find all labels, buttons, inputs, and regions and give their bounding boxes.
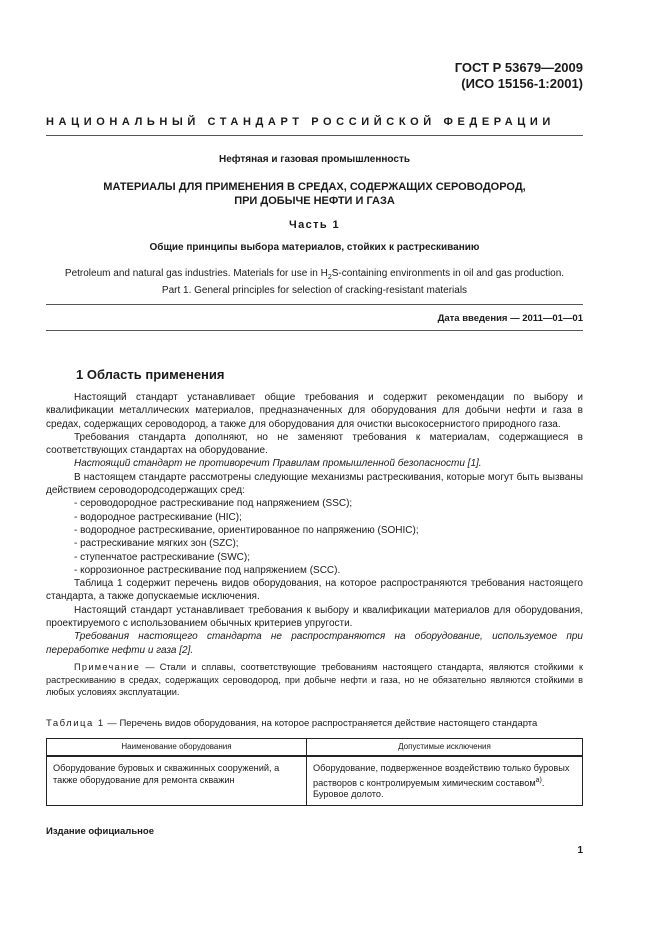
paragraph: Настоящий стандарт устанавливает общие требования и содержит рекомендации по выбору и квалификации металлических материалов, предназначенных для оборудования для добычи нефти и газа в средах, содержащих сероводород, а также для оборудования для очистки высокосернистого природного газа.	[46, 392, 583, 430]
footnote-marker: а)	[535, 776, 542, 784]
title-divider	[46, 304, 583, 305]
industry-title: Нефтяная и газовая промышленность	[219, 154, 410, 165]
table-header-cell: Допустимые исключения	[307, 739, 583, 757]
document-title-line1: МАТЕРИАЛЫ ДЛЯ ПРИМЕНЕНИЯ В СРЕДАХ, СОДЕРЖАЩИХ СЕРОВОДОРОД,	[103, 181, 526, 193]
introduction-date: Дата введения — 2011—01—01	[437, 313, 583, 324]
list-item: - ступенчатое растрескивание (SWC);	[74, 551, 250, 563]
page-number: 1	[577, 845, 583, 856]
paragraph: Настоящий стандарт устанавливает требования к выбору и квалификации материалов для оборудования, проектируемого с использованием обычных критериев упругости.	[46, 604, 583, 630]
english-title-line2: Part 1. General principles for selection of cracking-resistant materials	[161, 285, 468, 296]
table-cell-exceptions	[307, 756, 583, 805]
exceptions-text: Оборудование, подверженное воздействию только буровых растворов с контролируемым химическим составом	[313, 763, 570, 788]
paragraph: Требования стандарта дополняют, но не заменяют требования к материалам, содержащиеся в соответствующих стандартах на оборудование.	[46, 431, 583, 457]
note-text: — Стали и сплавы, соответствующие требованиям настоящего стандарта, являются стойкими к растрескиванию в средах, содержащих сероводород, при добыче нефти и газа, но не обязательно являются стойкими в любых условиях эксплуатации.	[46, 661, 583, 698]
table-caption-text: — Перечень видов оборудования, на которое распространяется действие настоящего стандарта	[104, 718, 538, 729]
list-item: - сероводородное растрескивание под напряжением (SSC);	[74, 498, 353, 510]
english-title-subscript: 2	[327, 274, 332, 281]
english-title-line1	[46, 267, 583, 284]
top-divider	[46, 135, 583, 136]
table-caption	[46, 718, 537, 729]
exceptions-line2: Буровое долото.	[313, 789, 384, 800]
part-label: Часть 1	[288, 219, 341, 231]
list-item: - водородное растрескивание (HIC);	[74, 511, 242, 523]
paragraph: Таблица 1 содержит перечень видов оборудования, на которое распространяются требования настоящего стандарта, а также допускаемые исключения.	[46, 578, 583, 603]
english-title	[46, 267, 583, 297]
list-item: - водородное растрескивание, ориентированное по напряжению (SOHIC);	[74, 524, 419, 536]
note	[46, 661, 583, 699]
iso-number: (ИСО 15156-1:2001)	[461, 76, 583, 91]
document-title-line2: ПРИ ДОБЫЧЕ НЕФТИ И ГАЗА	[234, 195, 395, 207]
table-header-cell: Наименование оборудования	[47, 739, 307, 757]
section-heading: 1 Область применения	[76, 367, 225, 382]
table-caption-label: Таблица 1	[46, 718, 105, 729]
list-item: - коррозионное растрескивание под напряжением (SCC).	[74, 564, 341, 576]
national-standard-heading: НАЦИОНАЛЬНЫЙ СТАНДАРТ РОССИЙСКОЙ ФЕДЕРАЦИИ	[46, 116, 555, 128]
english-title-text-b: S-containing environments in oil and gas production.	[331, 268, 565, 279]
note-label: Примечание	[74, 661, 141, 672]
table-row	[47, 756, 583, 805]
table-cell-equipment: Оборудование буровых и скважинных сооружений, а также оборудование для ремонта скважин	[47, 756, 307, 805]
table-header-row	[47, 739, 583, 757]
equipment-table	[46, 738, 583, 806]
english-title-text-a: Petroleum and natural gas industries. Materials for use in H	[64, 268, 328, 279]
part-subtitle: Общие принципы выбора материалов, стойких к растрескиванию	[149, 242, 480, 253]
paragraph: В настоящем стандарте рассмотрены следующие механизмы растрескивания, которые могут быть вызваны действием сероводородсодержащих сред:	[46, 471, 583, 497]
date-divider	[46, 330, 583, 331]
list-item: - растрескивание мягких зон (SZC);	[74, 538, 239, 550]
standard-number-block	[455, 60, 583, 92]
paragraph-italic: Требования настоящего стандарта не распространяются на оборудование, используемое при переработке нефти и газа [2].	[46, 631, 583, 656]
edition-label: Издание официальное	[46, 826, 154, 837]
document-title	[46, 180, 583, 208]
section-body	[46, 391, 583, 699]
mechanism-list	[46, 497, 583, 577]
standard-number: ГОСТ Р 53679—2009	[454, 60, 583, 75]
exceptions-text-end: .	[541, 777, 545, 788]
paragraph-italic: Настоящий стандарт не противоречит Правилам промышленной безопасности [1].	[74, 458, 482, 470]
